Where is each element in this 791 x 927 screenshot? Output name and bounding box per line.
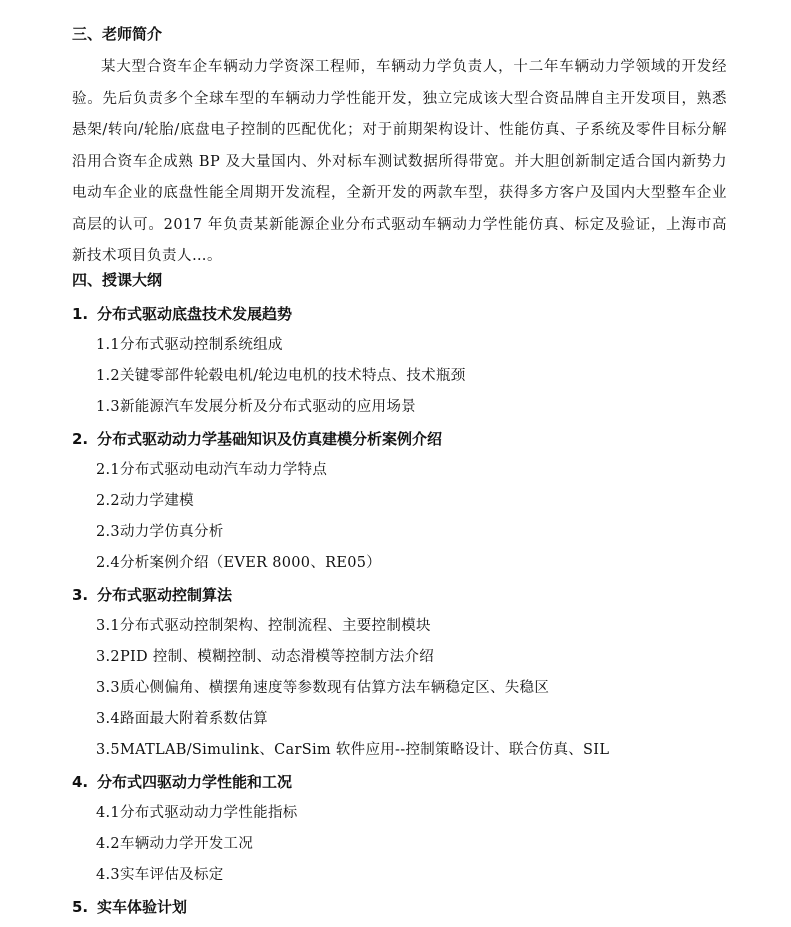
chapter-number: 3. bbox=[72, 586, 89, 604]
section-heading-teacher-intro: 三、老师简介 bbox=[72, 25, 163, 43]
outline-item: 2.4分析案例介绍（EVER 8000、RE05） bbox=[96, 555, 382, 571]
outline-item: 1.3新能源汽车发展分析及分布式驱动的应用场景 bbox=[96, 399, 416, 415]
outline-item: 3.4路面最大附着系数估算 bbox=[96, 711, 268, 727]
chapter-heading-4 bbox=[72, 772, 292, 792]
outline-item: 4.1分布式驱动动力学性能指标 bbox=[96, 805, 298, 821]
outline-item: 3.3质心侧偏角、横摆角速度等参数现有估算方法车辆稳定区、失稳区 bbox=[96, 680, 550, 696]
outline-item: 2.2动力学建模 bbox=[96, 493, 194, 509]
chapter-number: 1. bbox=[72, 305, 89, 323]
outline-item: 3.1分布式驱动控制架构、控制流程、主要控制模块 bbox=[96, 618, 431, 634]
outline-item: 3.5MATLAB/Simulink、CarSim 软件应用--控制策略设计、联合仿真、SIL bbox=[96, 742, 610, 758]
chapter-title: 分布式驱动动力学基础知识及仿真建模分析案例介绍 bbox=[97, 430, 443, 448]
outline-item: 1.2关键零部件轮毂电机/轮边电机的技术特点、技术瓶颈 bbox=[96, 368, 466, 384]
outline-item: 3.2PID 控制、模糊控制、动态滑模等控制方法介绍 bbox=[96, 649, 435, 665]
chapter-number: 2. bbox=[72, 430, 89, 448]
chapter-heading-3 bbox=[72, 585, 232, 605]
chapter-title: 实车体验计划 bbox=[97, 898, 188, 916]
chapter-title: 分布式驱动底盘技术发展趋势 bbox=[97, 305, 293, 323]
chapter-title: 分布式驱动控制算法 bbox=[97, 586, 233, 604]
chapter-heading-2 bbox=[72, 429, 442, 449]
outline-item: 2.1分布式驱动电动汽车动力学特点 bbox=[96, 462, 328, 478]
outline-item: 1.1分布式驱动控制系统组成 bbox=[96, 337, 283, 353]
chapter-title: 分布式四驱动力学性能和工况 bbox=[97, 773, 293, 791]
chapter-number: 4. bbox=[72, 773, 89, 791]
chapter-heading-1 bbox=[72, 304, 292, 324]
chapter-heading-5 bbox=[72, 897, 187, 917]
chapter-number: 5. bbox=[72, 898, 89, 916]
section-heading-course-outline: 四、授课大纲 bbox=[72, 271, 163, 289]
outline-item: 4.3实车评估及标定 bbox=[96, 867, 224, 883]
outline-item: 2.3动力学仿真分析 bbox=[96, 524, 224, 540]
teacher-intro-paragraph: 某大型合资车企车辆动力学资深工程师，车辆动力学负责人，十二年车辆动力学领域的开发经验。先后负责多个全球车型的车辆动力学性能开发，独立完成该大型合资品牌自主开发项目，熟悉悬架/转向/轮胎/底盘电子控制的匹配优化；对于前期架构设计、性能仿真、子系统及零件目标分解沿用合资车企成熟 BP 及大量国内、外对标车测试数据所得带宽。并大胆创新制定适合国内新势力电动车企业的底盘性能全周期开发流程，全新开发的两款车型，获得多方客户及国内大型整车企业高层的认可。2017 年负责某新能源企业分布式驱动车辆动力学性能仿真、标定及验证，上海市高新技术项目负责人…。 bbox=[72, 59, 727, 264]
outline-item: 4.2车辆动力学开发工况 bbox=[96, 836, 254, 852]
